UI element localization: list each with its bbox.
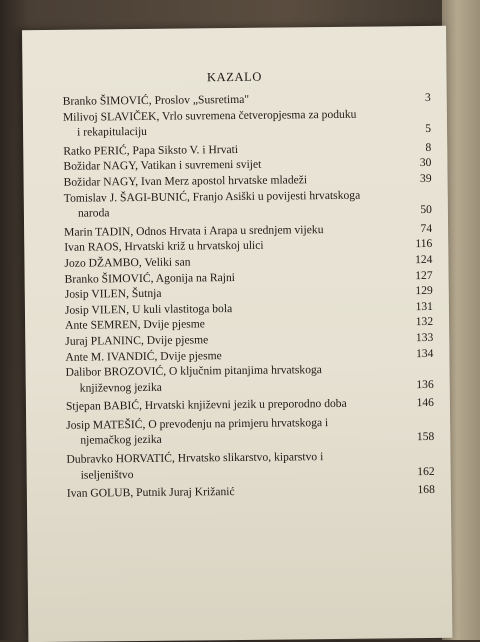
toc-entry-text: Ante SEMREN, Dvije pjesme (65, 317, 205, 333)
toc-entry-text: Ivan RAOS, Hrvatski križ u hrvatskoj ulici (64, 239, 264, 255)
toc-entry (66, 448, 434, 483)
toc-entry-text: Dalibor BROZOVIĆ, O ključnim pitanjima hrvatskoga (65, 363, 322, 379)
toc-entry (66, 361, 434, 396)
toc-entry-text: Dubravko HORVATIĆ, Hrvatsko slikarstvo, kiparstvo i (66, 450, 324, 466)
toc-entry-text: Juraj PLANINC, Dvije pjesme (65, 333, 209, 348)
toc-entry-text: Stjepan BABIĆ, Hrvatski književni jezik u preporodno doba (65, 397, 347, 414)
toc-entry-page: 168 (417, 483, 435, 497)
toc-entry-text: Ratko PERIĆ, Papa Siksto V. i Hrvati (63, 142, 239, 158)
toc-entry-text: Ante M. IVANDIĆ, Dvije pjesme (65, 348, 222, 364)
toc-entry-text: Milivoj SLAVIČEK, Vrlo suvremena četveropjesma za poduku (62, 107, 357, 124)
toc-entry-text: Josip MATEŠIĆ, O prevođenju na primjeru hrvatskoga i (66, 415, 329, 432)
toc-entry-page: 133 (415, 330, 434, 345)
toc-entry-page: 129 (415, 284, 433, 298)
toc-entry (66, 395, 434, 414)
toc-entry-page: 131 (415, 299, 433, 313)
toc-entry-page: 39 (419, 171, 432, 186)
toc-list (63, 90, 435, 502)
toc-entry-page: 127 (415, 268, 433, 282)
toc-title: KAZALO (206, 69, 263, 85)
toc-entry-continuation: i rekapitulaciju (77, 125, 148, 139)
toc-entry-page: 50 (420, 203, 432, 217)
toc-entry-page: 116 (415, 237, 433, 251)
toc-entry-page: 134 (415, 346, 434, 360)
toc-entry-page: 5 (425, 122, 432, 136)
toc-entry (63, 106, 431, 141)
toc-entry-page: 162 (417, 464, 435, 478)
toc-entry-text: Josip VILEN, Šutnja (64, 286, 162, 301)
toc-entry-text: Josip VILEN, U kuli vlastitoga bola (64, 301, 233, 317)
toc-entry-text: Branko ŠIMOVIĆ, Agonija na Rajni (64, 270, 236, 286)
toc-entry-page: 8 (425, 140, 432, 154)
toc-entry (64, 187, 432, 222)
toc-entry-page: 124 (414, 252, 433, 267)
toc-entry-continuation: naroda (77, 206, 110, 220)
toc-entry-page: 158 (416, 430, 435, 444)
toc-entry-continuation: književnog jezika (79, 380, 162, 395)
toc-entry-text: Branko ŠIMOVIĆ, Proslov „Susretima" (62, 92, 250, 108)
toc-entry-page: 30 (419, 156, 432, 170)
toc-entry-continuation: iseljeništvo (80, 467, 134, 482)
toc-entry-page: 136 (416, 377, 434, 391)
toc-entry (67, 482, 435, 501)
toc-entry-text: Božidar NAGY, Vatikan i suvremeni svijet (63, 158, 262, 174)
book-page (22, 26, 452, 642)
toc-entry-text: Jozo DŽAMBO, Veliki san (64, 255, 191, 270)
toc-entry-text: Ivan GOLUB, Putnik Juraj Križanić (66, 485, 235, 501)
toc-entry-page: 74 (420, 221, 433, 235)
toc-entry-page: 146 (416, 396, 435, 410)
toc-entry-page: 3 (424, 90, 431, 105)
toc-entry-continuation: njemačkog jezika (80, 433, 162, 448)
toc-entry-text: Božidar NAGY, Ivan Merz apostol hrvatske mladeži (63, 173, 308, 189)
toc-entry (66, 414, 434, 449)
toc-entry-text: Tomislav J. ŠAGI-BUNIĆ, Franjo Asiški u povijesti hrvatskoga (63, 188, 361, 205)
toc-entry-text: Marin TADIN, Odnos Hrvata i Arapa u srednjem vijeku (64, 222, 324, 239)
toc-entry-page: 132 (415, 315, 434, 329)
